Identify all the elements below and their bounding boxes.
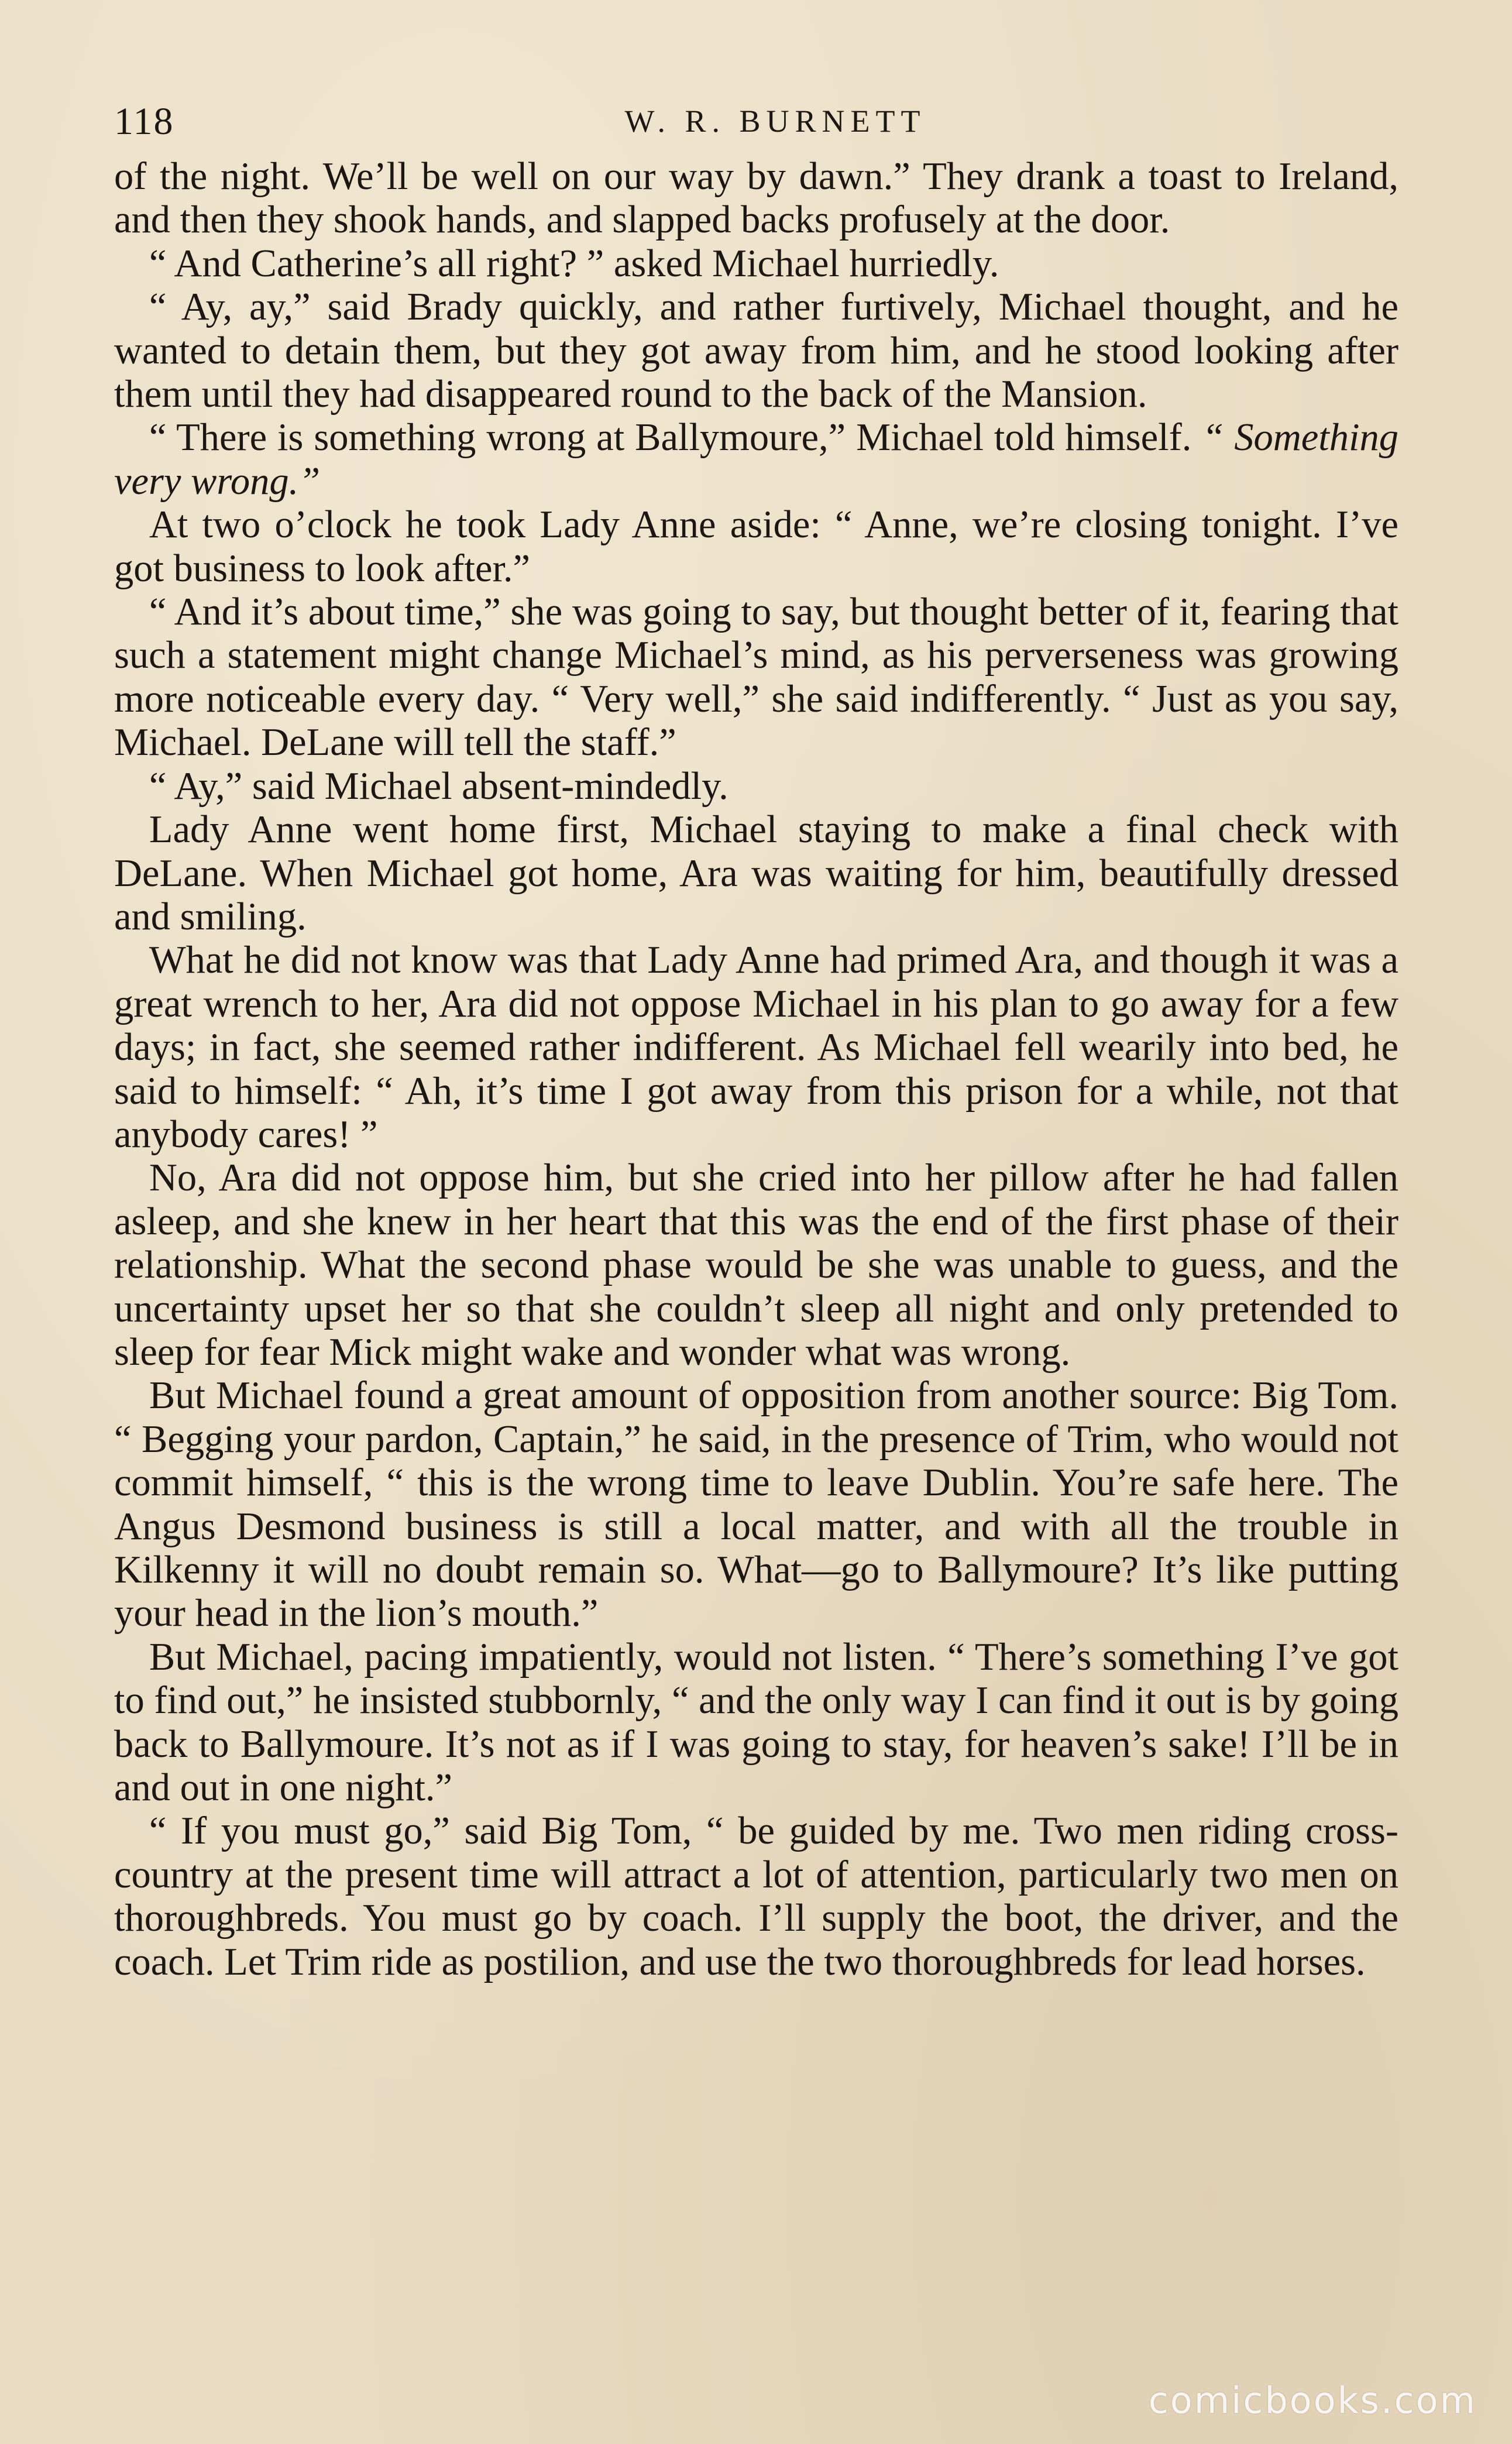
italic-quote: “ Something very wrong.” [114, 416, 1398, 503]
paragraph: of the night. We’ll be well on our way by dawn.” They drank a toast to Ireland, and then they shook hands, and slapped backs profusely at the door. [114, 155, 1398, 242]
paragraph: “ And it’s about time,” she was going to say, but thought better of it, fearing that such a statement might change Michael’s mind, as his perverseness was growing more noticeable every day. “ Very well,” she said indifferently. “ Just as you say, Michael. DeLane will tell the staff.” [114, 591, 1398, 764]
paragraph: “ If you must go,” said Big Tom, “ be guided by me. Two men riding cross-country at the present time will attract a lot of attention, particularly two men on thoroughbreds. You must go by coach. I’ll supply the boot, the driver, and the coach. Let Trim ride as postilion, and use the two thoroughbreds for lead horses. [114, 1810, 1398, 1983]
paragraph: At two o’clock he took Lady Anne aside: “ Anne, we’re closing tonight. I’ve got business to look after.” [114, 503, 1398, 590]
running-head: W. R. BURNETT [624, 104, 926, 139]
page-number: 118 [114, 100, 174, 143]
paragraph: But Michael found a great amount of opposition from another source: Big Tom. “ Begging your pardon, Captain,” he said, in the presence of Trim, who would not commit himself, “ this is the wrong time to leave Dublin. You’re safe here. The Angus Desmond business is still a local matter, and with all the trouble in Kilkenny it will no doubt remain so. What—go to Ballymoure? It’s like putting your head in the lion’s mouth.” [114, 1374, 1398, 1635]
paragraph: Lady Anne went home first, Michael staying to make a final check with DeLane. When Michael got home, Ara was waiting for him, beautifully dressed and smiling. [114, 808, 1398, 938]
paragraph: What he did not know was that Lady Anne had primed Ara, and though it was a great wrench to her, Ara did not oppose Michael in his plan to go away for a few days; in fact, she seemed rather indifferent. As Michael fell wearily into bed, he said to himself: “ Ah, it’s time I got away from this prison for a while, not that anybody cares! ” [114, 939, 1398, 1156]
paragraph: But Michael, pacing impatiently, would not listen. “ There’s something I’ve got to find out,” he insisted stubbornly, “ and the only way I can find it out is by going back to Ballymoure. It’s not as if I was going to stay, for heaven’s sake! I’ll be in and out in one night.” [114, 1635, 1398, 1810]
body-text [114, 155, 1398, 1984]
paragraph: “ Ay, ay,” said Brady quickly, and rather furtively, Michael thought, and he wanted to detain them, but they got away from him, and he stood looking after them until they had disappeared round to the back of the Mansion. [114, 286, 1398, 416]
paragraph [114, 416, 1398, 503]
paragraph: “ And Catherine’s all right? ” asked Michael hurriedly. [149, 242, 999, 285]
paragraph: “ Ay,” said Michael absent-mindedly. [149, 764, 728, 808]
watermark: comicbooks.com [1148, 2379, 1477, 2422]
paragraph-text: “ There is something wrong at Ballymoure,” Michael told himself. [149, 416, 1192, 459]
page-header [114, 99, 1401, 158]
paragraph: No, Ara did not oppose him, but she cried into her pillow after he had fallen asleep, and she knew in her heart that this was the end of the first phase of their relationship. What the second phase would be she was unable to guess, and the uncertainty upset her so that she couldn’t sleep all night and only pretended to sleep for fear Mick might wake and wonder what was wrong. [114, 1156, 1398, 1374]
